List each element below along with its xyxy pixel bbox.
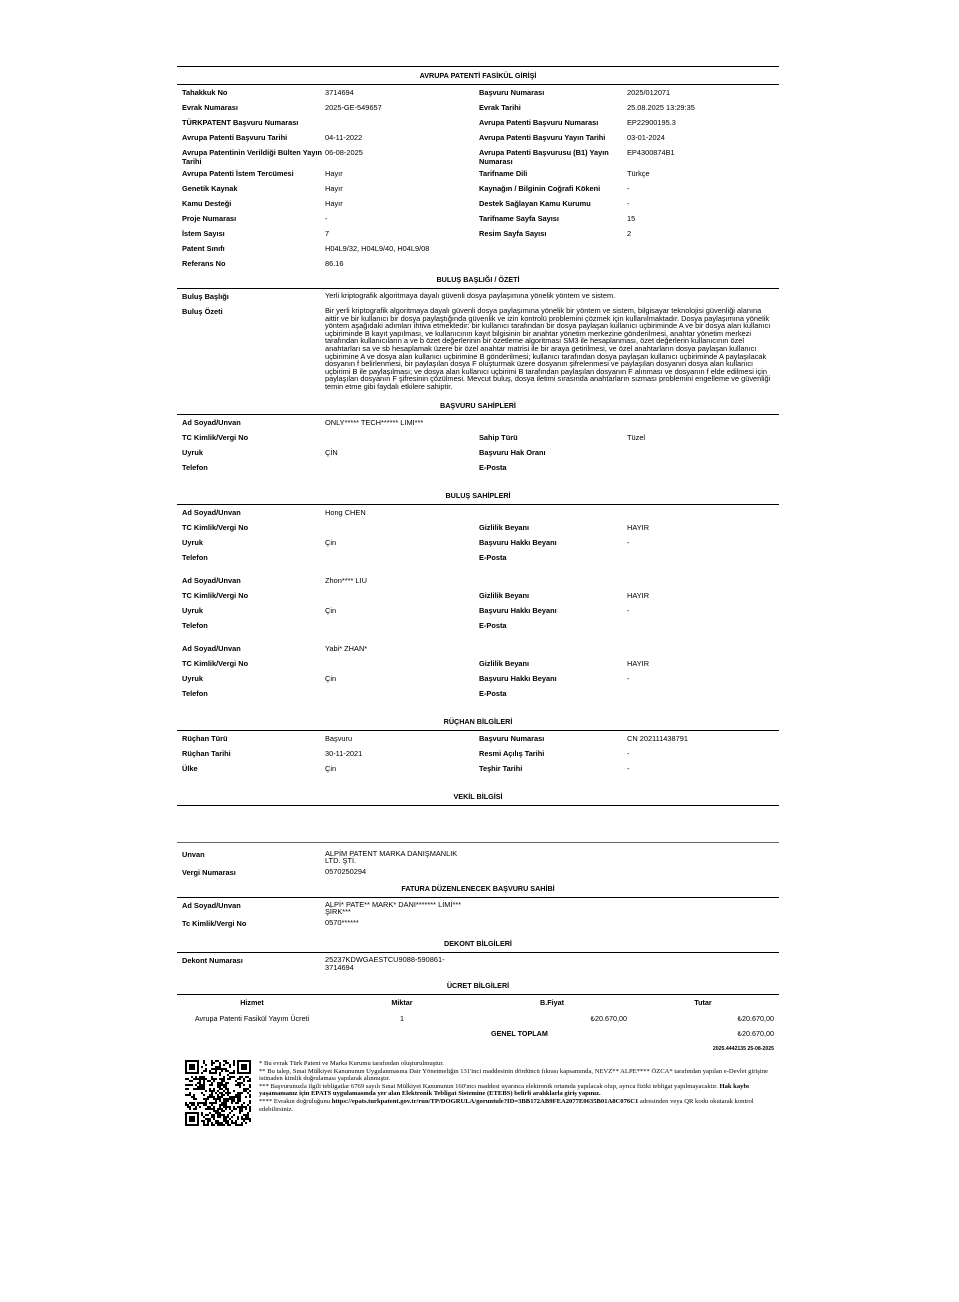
applicant-value: [325, 460, 479, 463]
inventor-value: [325, 550, 479, 553]
inventor-value-2: [627, 573, 779, 576]
general-info-value-2: [627, 241, 779, 244]
inventor-value: Çin: [325, 605, 337, 615]
qr-code-icon: [185, 1060, 251, 1126]
general-info-row: [177, 211, 779, 226]
invoice-label: Ad Soyad/Unvan: [182, 900, 241, 910]
applicant-value: ÇİN: [325, 447, 338, 457]
inventor-label-2: [479, 573, 627, 576]
priority-row: [177, 761, 779, 776]
inventor-label-2: [479, 505, 627, 508]
inventor-label: TC Kimlik/Vergi No: [182, 590, 249, 600]
general-info-row: [177, 85, 779, 100]
general-info-value: -: [325, 214, 328, 223]
inventor-value-2: HAYIR: [627, 658, 650, 668]
receipt-label: Dekont Numarası: [182, 955, 243, 965]
grand-total-label: GENEL TOPLAM: [491, 1029, 548, 1039]
general-info-row: [177, 241, 779, 256]
general-info-value: Hayır: [325, 199, 343, 208]
note-3-bold: Hak kaybı yaşamamanız için EPATS uygulamasında yer alan Elektronik Tebligat Sistemine (ETEBS) belirli aralıklarla giriş yapınız.: [259, 1082, 749, 1098]
general-info-value: H04L9/32, H04L9/40, H04L9/08: [325, 244, 430, 253]
invoice-row: [177, 898, 779, 916]
inventors-section-title: BULUŞ SAHİPLERİ: [177, 487, 779, 505]
applicant-row: [177, 445, 779, 460]
applicant-value-2: [627, 415, 779, 418]
footer: [177, 1060, 779, 1126]
general-info-value-2: Türkçe: [627, 169, 650, 178]
general-info-value-2: 2: [627, 229, 632, 238]
general-info-row: [177, 166, 779, 181]
inventor-label: Telefon: [182, 688, 208, 698]
priority-label: Rüçhan Tarihi: [182, 748, 231, 758]
note-4: [259, 1098, 774, 1113]
fees-section-title: ÜCRET BİLGİLERİ: [446, 981, 510, 991]
priority-label-2: Resmi Açılış Tarihi: [479, 748, 545, 758]
priority-row: [177, 731, 779, 746]
inventor-value: [325, 520, 479, 523]
general-info-row: [177, 256, 779, 271]
inventor-label: TC Kimlik/Vergi No: [182, 522, 249, 532]
inventor-value-2: [627, 618, 779, 621]
priority-value-2: -: [627, 763, 630, 773]
general-info-value: 04-11-2022: [325, 133, 363, 142]
priority-label: Ülke: [182, 763, 198, 773]
inventor-value-2: [627, 641, 779, 644]
general-info-row: [177, 100, 779, 115]
inventor-value: Hong CHEN: [325, 507, 366, 517]
inventor-label: Ad Soyad/Unvan: [182, 643, 241, 653]
general-info-label: Patent Sınıfı: [182, 244, 225, 253]
inventor-value: Yabi* ZHAN*: [325, 643, 368, 653]
invoice-value: ALPİ* PATE** MARK* DANI******* LİMİ*** ŞİRK***: [325, 899, 462, 917]
note-3-text: *** Başvurunuzla ilgili tebligatlar 6769 sayılı Sınai Mülkiyet Kanununun 160'ıncı maddesi uyarınca elektronik ortamda yapılacak olup, ayrıca fiziki tebligat yapılmayacaktır.: [259, 1082, 720, 1090]
applicant-row: [177, 430, 779, 445]
attorney-section: [177, 847, 779, 880]
general-info-value: 3714694: [325, 88, 354, 97]
verify-link[interactable]: https://epats.turkpatent.gov.tr/run/TP/DOGRULA/goruntule?ID=3BB172AB9FEA2077E0635B01A8C076C1: [331, 1098, 639, 1106]
general-info-value: 06-08-2025: [325, 148, 363, 157]
inventor-label-2: E-Posta: [479, 552, 507, 562]
inventor-value-2: -: [627, 673, 630, 683]
inventor-label: Uyruk: [182, 537, 203, 547]
attorney-value: ALPİM PATENT MARKA DANIŞMANLIK LTD. ŞTİ.: [325, 848, 458, 866]
general-info-value-2: 2025/012071: [627, 88, 671, 97]
general-info-label-2: Tarifname Sayfa Sayısı: [479, 214, 559, 223]
general-info-row: [177, 145, 779, 166]
fee-unit: ₺20.670,00: [590, 1014, 627, 1024]
general-info-value-2: -: [627, 199, 630, 208]
applicant-label-2: [479, 415, 627, 418]
inventor-row: [177, 618, 779, 633]
invoice-row: [177, 916, 779, 931]
invoice-label: Tc Kimlik/Vergi No: [182, 918, 247, 928]
applicant-label: Ad Soyad/Unvan: [182, 417, 241, 427]
general-info-label: Genetik Kaynak: [182, 184, 238, 193]
general-info-label: Evrak Numarası: [182, 103, 238, 112]
inventor-label-2: Gizlilik Beyanı: [479, 590, 530, 600]
general-info-value-2: 25.08.2025 13:29:35: [627, 103, 695, 112]
invoice-value: 0570******: [325, 917, 359, 927]
inventor-value-2: HAYIR: [627, 590, 650, 600]
inventor-label-2: Başvuru Hakkı Beyanı: [479, 605, 557, 615]
applicant-label: Telefon: [182, 462, 208, 472]
priority-value: 30-11-2021: [325, 748, 363, 758]
general-info-label: Proje Numarası: [182, 214, 237, 223]
general-info-label: Avrupa Patenti İstem Tercümesi: [182, 169, 294, 178]
applicant-label-2: E-Posta: [479, 462, 507, 472]
general-info-row: [177, 130, 779, 145]
applicant-value: ONLY***** TECH****** LIMI***: [325, 417, 424, 427]
note-3: [259, 1083, 774, 1098]
inventor-value-2: -: [627, 537, 630, 547]
fee-qty: 1: [400, 1014, 404, 1024]
general-info-label: Referans No: [182, 259, 226, 268]
general-info-value: Hayır: [325, 184, 343, 193]
general-info-value: Hayır: [325, 169, 343, 178]
applicant-label: TC Kimlik/Vergi No: [182, 432, 249, 442]
invention-title-row: [177, 289, 779, 304]
general-info-value-2: EP22900195.3: [627, 118, 676, 127]
attorney-section-title: VEKİL BİLGİSİ: [177, 788, 779, 806]
fee-total: ₺20.670,00: [737, 1014, 774, 1024]
applicant-value-2: [627, 460, 779, 463]
inventor-value-2: [627, 686, 779, 689]
fee-row: [177, 1010, 779, 1025]
inventor-value: [325, 618, 479, 621]
grand-total-row: [177, 1025, 779, 1040]
fees-header-total: Tutar: [627, 995, 779, 1011]
note-1: * Bu evrak Türk Patent ve Marka Kurumu tarafından oluşturulmuştur.: [259, 1060, 444, 1068]
general-info-label: Avrupa Patenti Başvuru Tarihi: [182, 133, 288, 142]
inventor-value: [325, 656, 479, 659]
priority-value: Çin: [325, 763, 337, 773]
applicant-label: Uyruk: [182, 447, 203, 457]
general-info-label: TÜRKPATENT Başvuru Numarası: [182, 118, 299, 127]
attorney-value: 0570250294: [325, 866, 367, 876]
document-stamp: 2025.4442135 25-08-2025: [712, 1046, 774, 1053]
inventor-value: [325, 686, 479, 689]
general-info-label-2: Avrupa Patenti Başvuru Yayın Tarihi: [479, 133, 606, 142]
general-info-label-2: Destek Sağlayan Kamu Kurumu: [479, 199, 591, 208]
inventor-row: [177, 671, 779, 686]
inventor-value-2: [627, 505, 779, 508]
inventor-block: [177, 505, 779, 565]
inventor-row: [177, 535, 779, 550]
priority-label-2: Başvuru Numarası: [479, 733, 545, 743]
attorney-row: [177, 847, 779, 865]
inventor-value-2: HAYIR: [627, 522, 650, 532]
fees-header-unit: B.Fiyat: [477, 995, 627, 1011]
inventor-label-2: Başvuru Hakkı Beyanı: [479, 673, 557, 683]
inventor-row: [177, 641, 779, 656]
general-info-label-2: Başvuru Numarası: [479, 88, 545, 97]
priority-label-2: Teşhir Tarihi: [479, 763, 523, 773]
priority-label: Rüçhan Türü: [182, 733, 228, 743]
general-info-value: [325, 115, 479, 118]
priority-row: [177, 746, 779, 761]
inventor-row: [177, 686, 779, 701]
inventor-row: [177, 520, 779, 535]
inventor-label: Ad Soyad/Unvan: [182, 575, 241, 585]
document: [177, 66, 779, 1126]
priority-value-2: CN 202111438791: [627, 733, 688, 743]
attorney-row: [177, 865, 779, 880]
general-info-row: [177, 226, 779, 241]
attorney-label: Vergi Numarası: [182, 867, 236, 877]
inventor-row: [177, 603, 779, 618]
applicant-value-2: [627, 445, 779, 448]
inventor-row: [177, 588, 779, 603]
applicant-label-2: Başvuru Hak Oranı: [479, 447, 546, 457]
inventor-label: Uyruk: [182, 605, 203, 615]
inventor-label-2: [479, 641, 627, 644]
general-info-value-2: [627, 256, 779, 259]
applicant-row: [177, 415, 779, 430]
general-info-value-2: EP4300874B1: [627, 148, 675, 157]
inventor-label: TC Kimlik/Vergi No: [182, 658, 249, 668]
fee-service: Avrupa Patenti Fasikül Yayım Ücreti: [194, 1014, 310, 1024]
general-info-label-2: Avrupa Patenti Başvurusu (B1) Yayın Numarası: [479, 148, 609, 166]
inventor-label-2: E-Posta: [479, 688, 507, 698]
inventor-row: [177, 656, 779, 671]
inventor-value: [325, 588, 479, 591]
applicants-section-title: BAŞVURU SAHİPLERİ: [177, 397, 779, 415]
general-info-value: 7: [325, 229, 330, 238]
general-info-value-2: 15: [627, 214, 636, 223]
invention-title-label: Buluş Başlığı: [182, 292, 229, 301]
fees-table: [177, 994, 779, 1040]
general-info-value-2: -: [627, 184, 630, 193]
receipt-value: 25237KDWGAESTCU9088-590861-3714694: [325, 954, 445, 972]
invention-abstract-row: [177, 304, 779, 391]
inventor-label: Telefon: [182, 552, 208, 562]
general-info-label-2: Avrupa Patenti Başvuru Numarası: [479, 118, 599, 127]
inventor-value: Çin: [325, 537, 337, 547]
inventor-label-2: Başvuru Hakkı Beyanı: [479, 537, 557, 547]
general-info-label-2: [479, 256, 627, 259]
general-info-label-2: Evrak Tarihi: [479, 103, 521, 112]
general-info-label-2: Resim Sayfa Sayısı: [479, 229, 547, 238]
general-info-value-2: 03-01-2024: [627, 133, 665, 142]
attorney-blank-area: [177, 806, 779, 843]
inventor-label: Uyruk: [182, 673, 203, 683]
fees-header-qty: Miktar: [327, 995, 477, 1011]
priority-section-title: RÜÇHAN BİLGİLERİ: [177, 713, 779, 731]
attorney-label: Unvan: [182, 849, 205, 859]
note-2: ** Bu talep, Sınai Mülkiyet Kanununun Uygulanmasına Dair Yönetmeliğin 131'inci maddesinin dördüncü fıkrası kapsamında, NEVZ** ALPE**** ÖZCA* tarafından yapılan e-Devlet girişine istinaden kimlik doğrulaması yapılarak alınmıştır.: [259, 1067, 768, 1083]
receipt-row: [177, 953, 779, 971]
inventor-block: [177, 573, 779, 633]
general-info-label-2: Tarifname Dili: [479, 169, 528, 178]
inventor-value: Çin: [325, 673, 337, 683]
inventor-value-2: [627, 550, 779, 553]
applicants-section: [177, 415, 779, 475]
inventors-section: [177, 505, 779, 701]
inventor-label-2: E-Posta: [479, 620, 507, 630]
priority-value-2: -: [627, 748, 630, 758]
general-info-row: [177, 196, 779, 211]
inventor-row: [177, 550, 779, 565]
invention-section-title: BULUŞ BAŞLIĞI / ÖZETİ: [177, 271, 779, 289]
inventor-block: [177, 641, 779, 701]
invoice-section-title: FATURA DÜZENLENECEK BAŞVURU SAHİBİ: [177, 880, 779, 898]
invention-abstract-label: Buluş Özeti: [182, 307, 223, 316]
inventor-value-2: -: [627, 605, 630, 615]
general-info-label: Tahakkuk No: [182, 88, 228, 97]
general-info-label: Kamu Desteği: [182, 199, 232, 208]
priority-value: Başvuru: [325, 733, 353, 743]
note-4-text: **** Evrakın doğruluğunu: [259, 1098, 332, 1106]
inventor-label-2: Gizlilik Beyanı: [479, 658, 530, 668]
general-info-label: İstem Sayısı: [182, 229, 225, 238]
invoice-section: [177, 898, 779, 931]
inventor-label: Ad Soyad/Unvan: [182, 507, 241, 517]
applicant-label-2: Sahip Türü: [479, 432, 518, 442]
inventor-label-2: Gizlilik Beyanı: [479, 522, 530, 532]
general-info-section: [177, 85, 779, 271]
applicant-value-2: Tüzel: [627, 432, 646, 442]
receipt-section-title: DEKONT BİLGİLERİ: [177, 935, 779, 953]
fees-header-service: Hizmet: [177, 995, 327, 1011]
footer-notes: [259, 1060, 774, 1126]
note-4-end: adresinden veya QR kodu okutarak kontrol edebilirsiniz.: [259, 1098, 754, 1113]
priority-section: [177, 731, 779, 776]
inventor-row: [177, 573, 779, 588]
general-info-row: [177, 115, 779, 130]
general-info-value: 2025-GE-549657: [325, 103, 382, 112]
invention-abstract-value: Bir yerli kriptografik algoritmaya dayalı güvenli dosya paylaşımına yönelik bir yöntem ve sistem, bilgisayar teknolojisi güvenliği alanına aittir ve bir kullanıcı bir dosya paylaştığında güvenlik ve izin kontrolü problemini çözmek için kullanılmaktadır. Dosya paylaşımına yönelik yöntem aşağıdaki adımları ihtiva etmektedir: bir kullanıcı tarafından bir dosya paylaşan kullanıcı uçbiriminde A ve bir dosya alan kullanıcı uçbiriminde B kayıt yapılması, ve kullanıcının kayıt bilgisinin bir anahtar yönetim merkezine gönderilmesi, anahtar yönetim merkezi tarafından kullanıcıların a ve b özet değerlerinin bir özetleme algoritması SM3 ile hesaplanması, özet değerlerin kullanıcının özel anahtarları sa ve sb hesaplamak üzere bir özel anahtar matrisi ile bir araya getirilmesi, ve özel anahtarların dosya paylaşan kullanıcı uçbirimine A ve dosya alan kullanıcı uçbirimine B gönderilmesi; kullanıcı tarafından dosya paylaşan kullanıcı uçbiriminde A paylaşılacak dosyanın f belirlenmesi, bir paylaşılan dosya F oluşturmak üzere dosyanın şifrelenmesi ve paylaşılan dosyanın dosya alan kullanıcı uçbirimi B ile paylaşılması; ve dosya alan kullanıcı uçbirimi B tarafından paylaşılan dosyanın F alınması ve dosyanın f elde edilmesi için paylaşılan dosyanın F şifresinin çözülmesi. Mevcut buluş, dosya iletimi sırasında anahtarların sızması problemini engelleme ve güvenliği temin etme gibi faydalı etkilere sahiptir.: [325, 306, 771, 391]
applicant-value: [325, 430, 479, 433]
inventor-label: Telefon: [182, 620, 208, 630]
general-info-label-2: Kaynağın / Bilginin Coğrafi Kökeni: [479, 184, 601, 193]
applicant-row: [177, 460, 779, 475]
inventor-row: [177, 505, 779, 520]
invention-title-value: Yerli kriptografik algoritmaya dayalı güvenli dosya paylaşımına yönelik yöntem ve sistem.: [325, 291, 616, 300]
general-info-label: Avrupa Patentinin Verildiği Bülten Yayın Tarihi: [182, 148, 323, 166]
general-info-value: 86.16: [325, 259, 344, 268]
grand-total-value: ₺20.670,00: [737, 1029, 774, 1039]
page-title: AVRUPA PATENTİ FASİKÜL GİRİŞİ: [177, 67, 779, 85]
general-info-label-2: [479, 241, 627, 244]
inventor-value: Zhon**** LIU: [325, 575, 367, 585]
general-info-row: [177, 181, 779, 196]
